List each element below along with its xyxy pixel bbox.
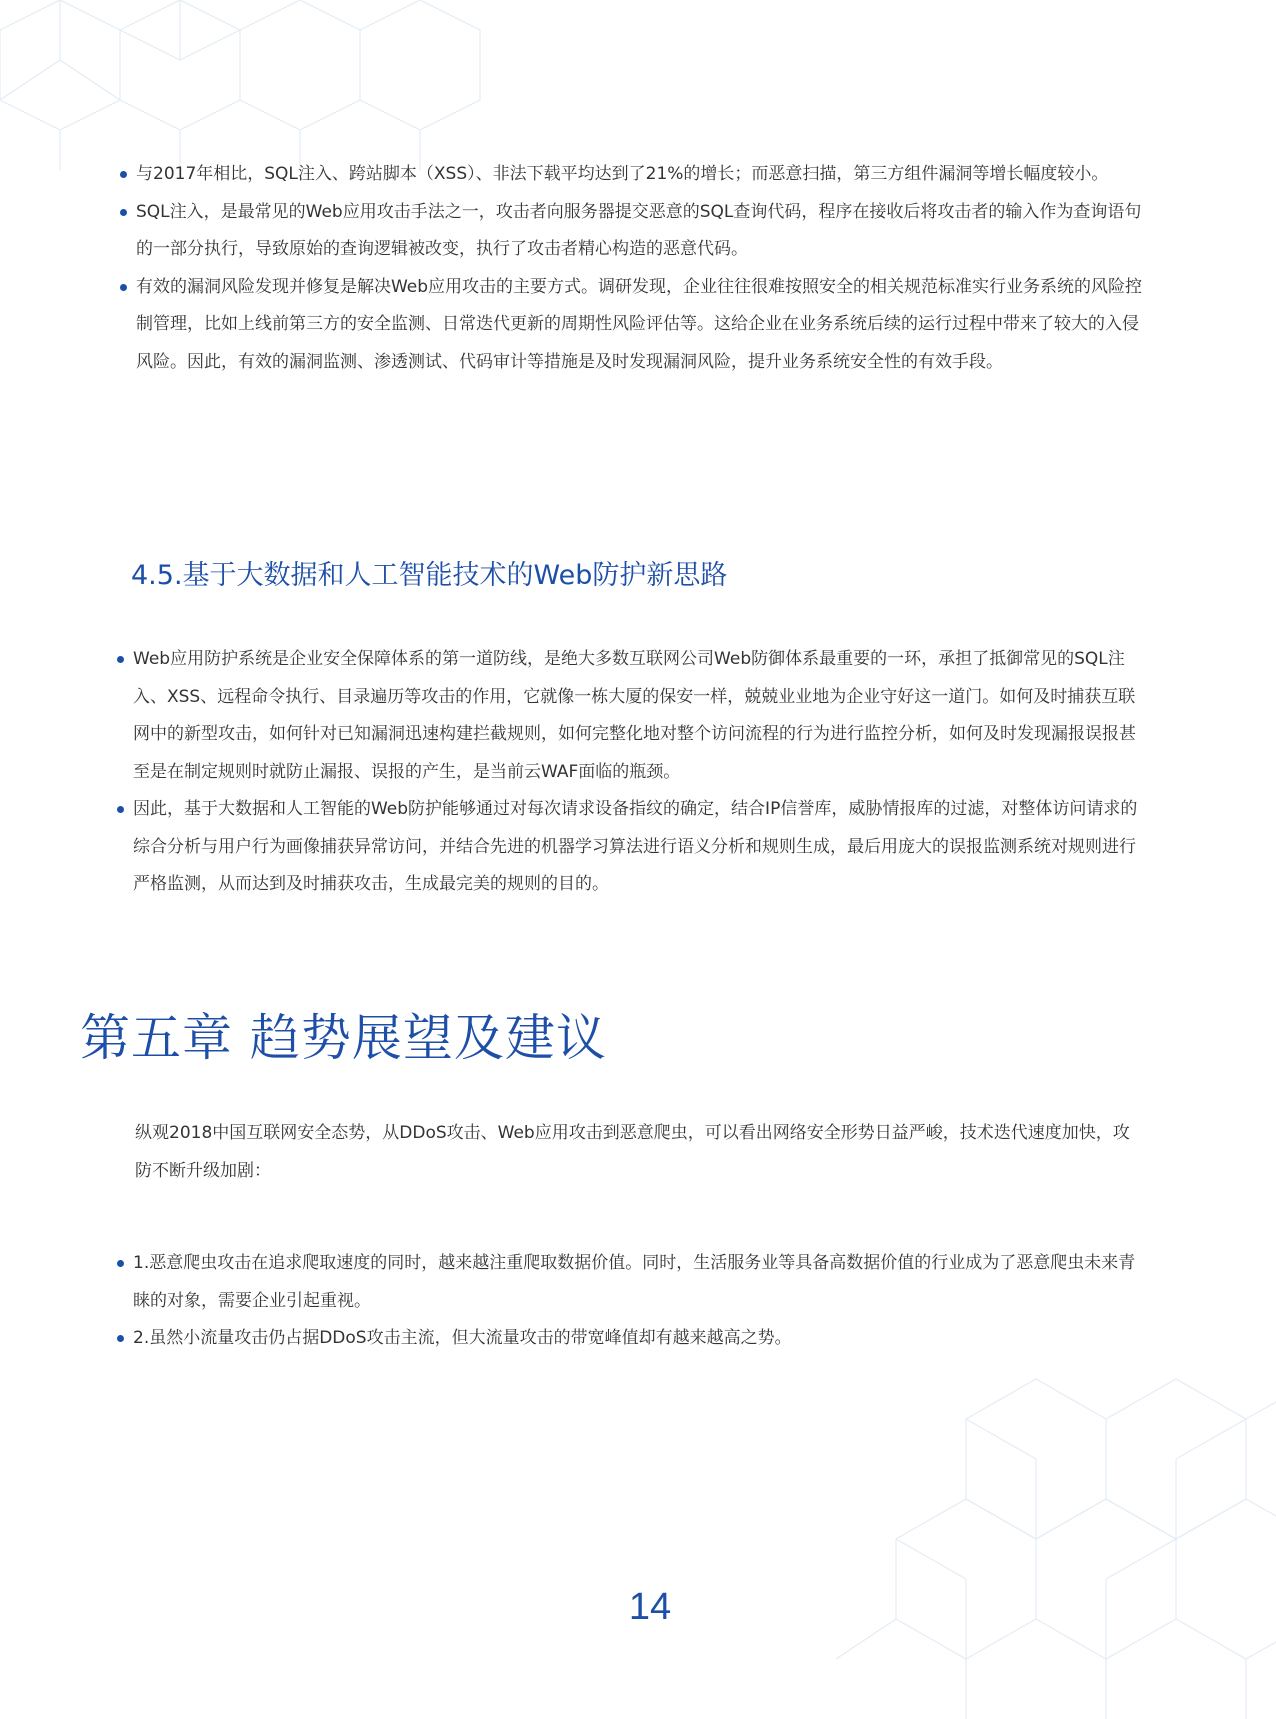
bullet-text: 有效的漏洞风险发现并修复是解决Web应用攻击的主要方式。调研发现，企业往往很难按照安全的相关规范标准实行业务系统的风险控制管理，比如上线前第三方的安全监测、日常迭代更新的周期性风险评估等。这给企业在业务系统后续的运行过程中带来了较大的入侵风险。因此，有效的漏洞监测、渗透测试、代码审计等措施是及时发现漏洞风险，提升业务系统安全性的有效手段。 (136, 276, 1143, 372)
list-item (117, 1320, 1149, 1358)
list-item (120, 269, 1148, 382)
hexagon-pattern-top-left (0, 0, 520, 170)
list-item (117, 791, 1149, 904)
bullet-dot-icon (120, 284, 127, 291)
bullet-dot-icon (120, 209, 127, 216)
bullet-dot-icon (117, 1260, 124, 1267)
chapter-intro-paragraph: 纵观2018中国互联网安全态势，从DDoS攻击、Web应用攻击到恶意爬虫，可以看出网络安全形势日益严峻，技术迭代速度加快，攻防不断升级加剧： (135, 1123, 1130, 1181)
bullet-dot-icon (117, 806, 124, 813)
bullet-dot-icon (117, 1335, 124, 1342)
bullet-text: 与2017年相比，SQL注入、跨站脚本（XSS）、非法下载平均达到了21%的增长；而恶意扫描，第三方组件漏洞等增长幅度较小。 (136, 164, 1109, 184)
bullet-text: Web应用防护系统是企业安全保障体系的第一道防线，是绝大多数互联网公司Web防御体系最重要的一环，承担了抵御常见的SQL注入、XSS、远程命令执行、目录遍历等攻击的作用，它就像一栋大厦的保安一样，兢兢业业地为企业守好这一道门。如何及时捕获互联网中的新型攻击，如何针对已知漏洞迅速构建拦截规则，如何完整化地对整个访问流程的行为进行监控分析，如何及时发现漏报误报甚至是在制定规则时就防止漏报、误报的产生，是当前云WAF面临的瓶颈。 (133, 649, 1136, 782)
list-item (120, 156, 1148, 194)
bullet-dot-icon (117, 656, 124, 663)
section-4-4-bullet-list (120, 156, 1148, 381)
bullet-text: 2.虽然小流量攻击仍占据DDoS攻击主流，但大流量攻击的带宽峰值却有越来越高之势。 (133, 1328, 792, 1348)
page-number: 14 (628, 1586, 672, 1628)
bullet-dot-icon (120, 171, 127, 178)
bullet-text: SQL注入，是最常见的Web应用攻击手法之一，攻击者向服务器提交恶意的SQL查询代码，程序在接收后将攻击者的输入作为查询语句的一部分执行，导致原始的查询逻辑被改变，执行了攻击者精心构造的恶意代码。 (136, 201, 1142, 259)
bullet-text: 1.恶意爬虫攻击在追求爬取速度的同时，越来越注重爬取数据价值。同时，生活服务业等具备高数据价值的行业成为了恶意爬虫未来青睐的对象，需要企业引起重视。 (133, 1253, 1136, 1311)
list-item (117, 641, 1149, 791)
chapter-5-bullet-list (117, 1245, 1149, 1358)
list-item (117, 1245, 1149, 1320)
section-4-5-bullet-list (117, 641, 1149, 904)
hexagon-pattern-bottom-right (836, 1359, 1276, 1719)
bullet-text: 因此，基于大数据和人工智能的Web防护能够通过对每次请求设备指纹的确定，结合IP信誉库，威胁情报库的过滤，对整体访问请求的综合分析与用户行为画像捕获异常访问，并结合先进的机器学习算法进行语义分析和规则生成，最后用庞大的误报监测系统对规则进行严格监测，从而达到及时捕获攻击，生成最完美的规则的目的。 (133, 799, 1138, 894)
list-item (120, 194, 1148, 269)
chapter-title: 第五章 趋势展望及建议 (80, 1009, 607, 1067)
section-heading-4-5: 4.5.基于大数据和人工智能技术的Web防护新思路 (131, 560, 728, 591)
